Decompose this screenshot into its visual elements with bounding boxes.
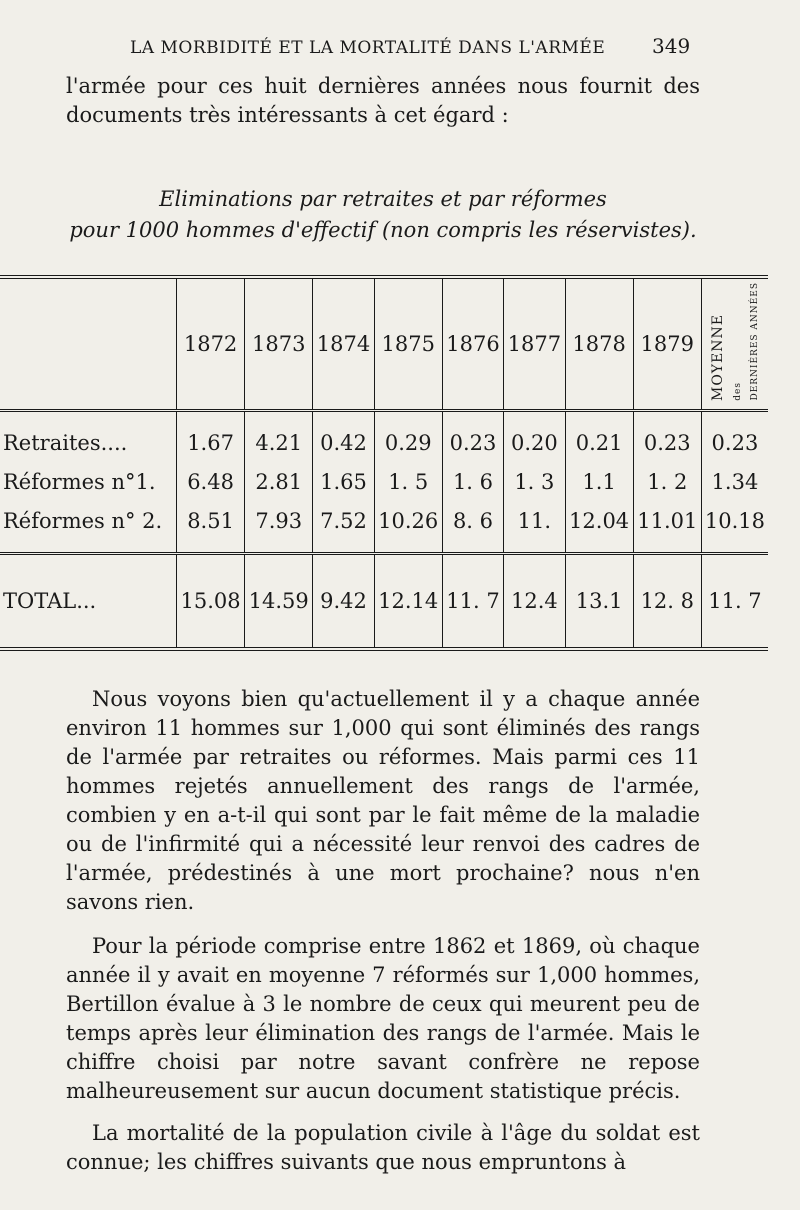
body-paragraph-3: La mortalité de la population civile à l'âge du soldat est connue; les chiffres suivants que nous empruntons à [66, 1121, 700, 1174]
row-label: Réformes n° 2. [3, 509, 163, 534]
table-cell: 8.51 [177, 502, 245, 541]
year-header: 1879 [633, 277, 701, 411]
page-number: 349 [652, 34, 691, 58]
table-total-row [0, 553, 768, 649]
year-header: 1873 [245, 277, 313, 411]
year-header: 1877 [504, 277, 565, 411]
table-cell: 0.23 [442, 423, 503, 462]
table-cell: 11. [504, 502, 565, 541]
table-cell: 11.01 [633, 502, 701, 541]
header-label-cell [0, 277, 177, 411]
table-cell: 0.21 [565, 423, 633, 462]
table-cell: 0.23 [633, 423, 701, 462]
running-head: LA MORBIDITÉ ET LA MORTALITÉ DANS L'ARMÉE [130, 38, 606, 58]
table-cell: 10.26 [374, 502, 442, 541]
table-cell: 1.65 [313, 462, 374, 501]
table-cell: 0.42 [313, 423, 374, 462]
year-header: 1872 [177, 277, 245, 411]
table-cell: 1.1 [565, 462, 633, 501]
year-header: 1874 [313, 277, 374, 411]
table-row [0, 502, 768, 541]
year-header: 1876 [442, 277, 503, 411]
table-cell: 14.59 [245, 553, 313, 649]
table-row [0, 423, 768, 462]
table-row [0, 462, 768, 501]
intro-paragraph: l'armée pour ces huit dernières années nous fournit des documents très intéressants à cet égard : [66, 74, 700, 127]
moyenne-sub1: des [732, 382, 743, 401]
total-label: TOTAL... [0, 553, 177, 649]
row-label: Retraites.... [3, 430, 128, 455]
table-cell: 1. 6 [442, 462, 503, 501]
table-cell: 7.93 [245, 502, 313, 541]
table-cell: 13.1 [565, 553, 633, 649]
table-cell: 1.34 [701, 462, 768, 501]
table-cell: 15.08 [177, 553, 245, 649]
table-caption-text: pour 1000 hommes d'effectif (non compris les réservistes). [69, 218, 697, 242]
moyenne-header [701, 277, 768, 411]
table-caption-line2 [66, 215, 700, 245]
table-cell: 4.21 [245, 423, 313, 462]
moyenne-sub2: DERNIÈRES ANNÉES [749, 282, 760, 401]
eliminations-table [0, 275, 768, 651]
table-cell: 1. 5 [374, 462, 442, 501]
table-cell: 7.52 [313, 502, 374, 541]
year-header: 1875 [374, 277, 442, 411]
table-cell: 1. 2 [633, 462, 701, 501]
row-label: Réformes n°1. [3, 469, 156, 494]
table-cell: 0.20 [504, 423, 565, 462]
table-cell: 9.42 [313, 553, 374, 649]
table-cell: 6.48 [177, 462, 245, 501]
table-cell: 12.4 [504, 553, 565, 649]
table-cell: 0.29 [374, 423, 442, 462]
body-paragraph-2: Pour la période comprise entre 1862 et 1869, où chaque année il y avait en moyenne 7 réformés sur 1,000 hommes, Bertillon évalue à 3 le nombre de ceux qui meurent peu de temps après leur élimination des rangs de l'armée. Mais le chiffre choisi par notre savant confrère ne repose malheureusement sur aucun document statistique précis. [66, 934, 700, 1103]
table-cell: 0.23 [701, 423, 768, 462]
year-header: 1878 [565, 277, 633, 411]
table-cell: 12.14 [374, 553, 442, 649]
table-cell: 10.18 [701, 502, 768, 541]
table-cell: 8. 6 [442, 502, 503, 541]
moyenne-label: MOYENNE [710, 313, 727, 401]
table-cell: 2.81 [245, 462, 313, 501]
table-cell: 12.04 [565, 502, 633, 541]
table-cell: 11. 7 [442, 553, 503, 649]
table-caption-line1: Eliminations par retraites et par réformes [159, 187, 607, 211]
body-paragraph-1: Nous voyons bien qu'actuellement il y a chaque année environ 11 hommes sur 1,000 qui sont éliminés des rangs de l'armée par retraites ou réformes. Mais parmi ces 11 hommes rejetés annuellement des rangs de l'armée, combien y en a-t-il qui sont par le fait même de la maladie ou de l'infirmité qui a nécessité leur renvoi des cadres de l'armée, prédestinés à une mort prochaine? nous n'en savons rien. [66, 687, 700, 914]
table-cell: 1.67 [177, 423, 245, 462]
table-cell: 12. 8 [633, 553, 701, 649]
table-cell: 11. 7 [701, 553, 768, 649]
table-cell: 1. 3 [504, 462, 565, 501]
